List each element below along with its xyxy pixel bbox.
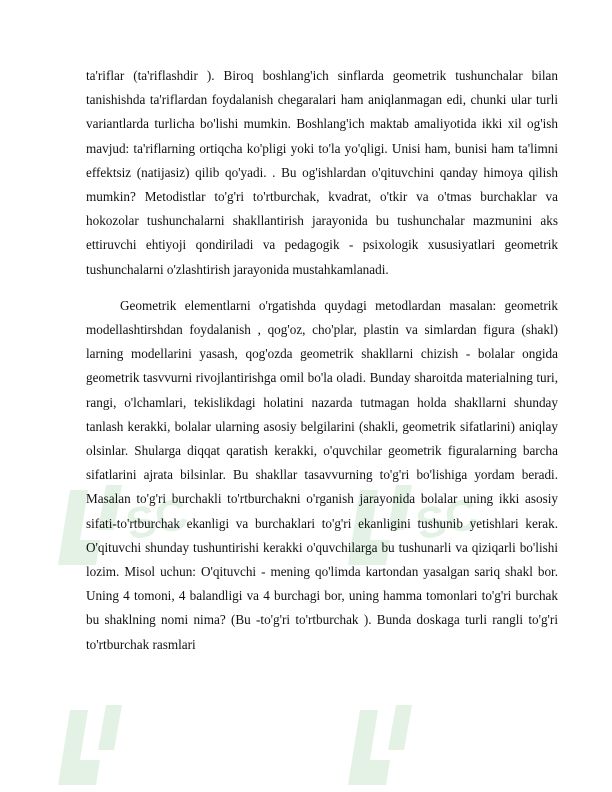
svg-text:SC: SC	[121, 489, 192, 550]
svg-text:SC: SC	[411, 489, 482, 550]
watermark-logo-icon	[330, 690, 550, 790]
watermark-logo-icon	[40, 690, 260, 790]
body-text	[86, 64, 558, 657]
paragraph: Geometrik elementlarni o'rgatishda quydagi metodlardan masalan: geometrik modellashtirshdan foydalanish , qog'oz, cho'plar, plastin va simlardan figura (shakl) larning modellarini yasash, qog'ozda geometrik shakllarni chizish - bolalar ongida geometrik tasvvurni rivojlantirishga omil bo'la oladi. Bunday sharoitda materialning turi, rangi, o'lchamlari, tekislikdagi holatini nazarda tutmagan holda shakllarni shunday tanlash kerakki, bolalar ularning asosiy belgilarini (shakli, geometrik sifatlarini) aniqlay olsinlar. Shularga diqqat qaratish kerakki, o'quvchilar geometrik figuralarning barcha sifatlarini ajrata bilsinlar. Bu shakllar tasavvurning to'g'ri bo'lishiga yordam beradi. Masalan to'g'ri burchakli to'rtburchakni o'rganish jarayonida bolalar uning ikki asosiy sifati-to'rtburchak ekanligi va burchaklari to'g'ri ekanligini tushunib yetishlari kerak. O'qituvchi shunday tushuntirishi kerakki o'quvchilarga bu tushunarli va qiziqarli bo'lishi lozim. Misol uchun: O'qituvchi - mening qo'limda kartondan yasalgan sariq shakl bor. Uning 4 tomoni, 4 balandligi va 4 burchagi bor, uning hamma tomonlari to'g'ri burchak bu shaklning nomi nima? (Bu -to'g'ri to'rtburchak ). Bunda doskaga turli rangli to'g'ri to'rtburchak rasmlari	[86, 297, 558, 652]
paragraph: ta'riflar (ta'riflashdir ). Biroq boshlang'ich sinflarda geometrik tushunchalar bilan tanishishda ta'riflardan foydalanish chegaralari ham aniqlanmagan edi, chunki ular turli variantlarda turlicha bo'lishi mumkin. Boshlang'ich maktab amaliyotida ikki xil og'ish mavjud: ta'riflarning ortiqcha ko'pligi yoki to'la yo'qligi. Unisi ham, bunisi ham ta'limni effektsiz (natijasiz) qilib qo'yadi. . Bu og'ishlardan o'qituvchini qanday himoya qilish mumkin? Metodistlar to'g'ri to'rtburchak, kvadrat, o'tkir va o'tmas burchaklar va hokozolar tushunchalarni shakllantirish jarayonida bu tushunchalar mazmunini aks ettiruvchi ehtiyoji qondiriladi va pedagogik - psixologik xususiyatlari geometrik tushunchalarni o'zlashtirish jarayonida mustahkamlanadi.	[86, 68, 558, 277]
